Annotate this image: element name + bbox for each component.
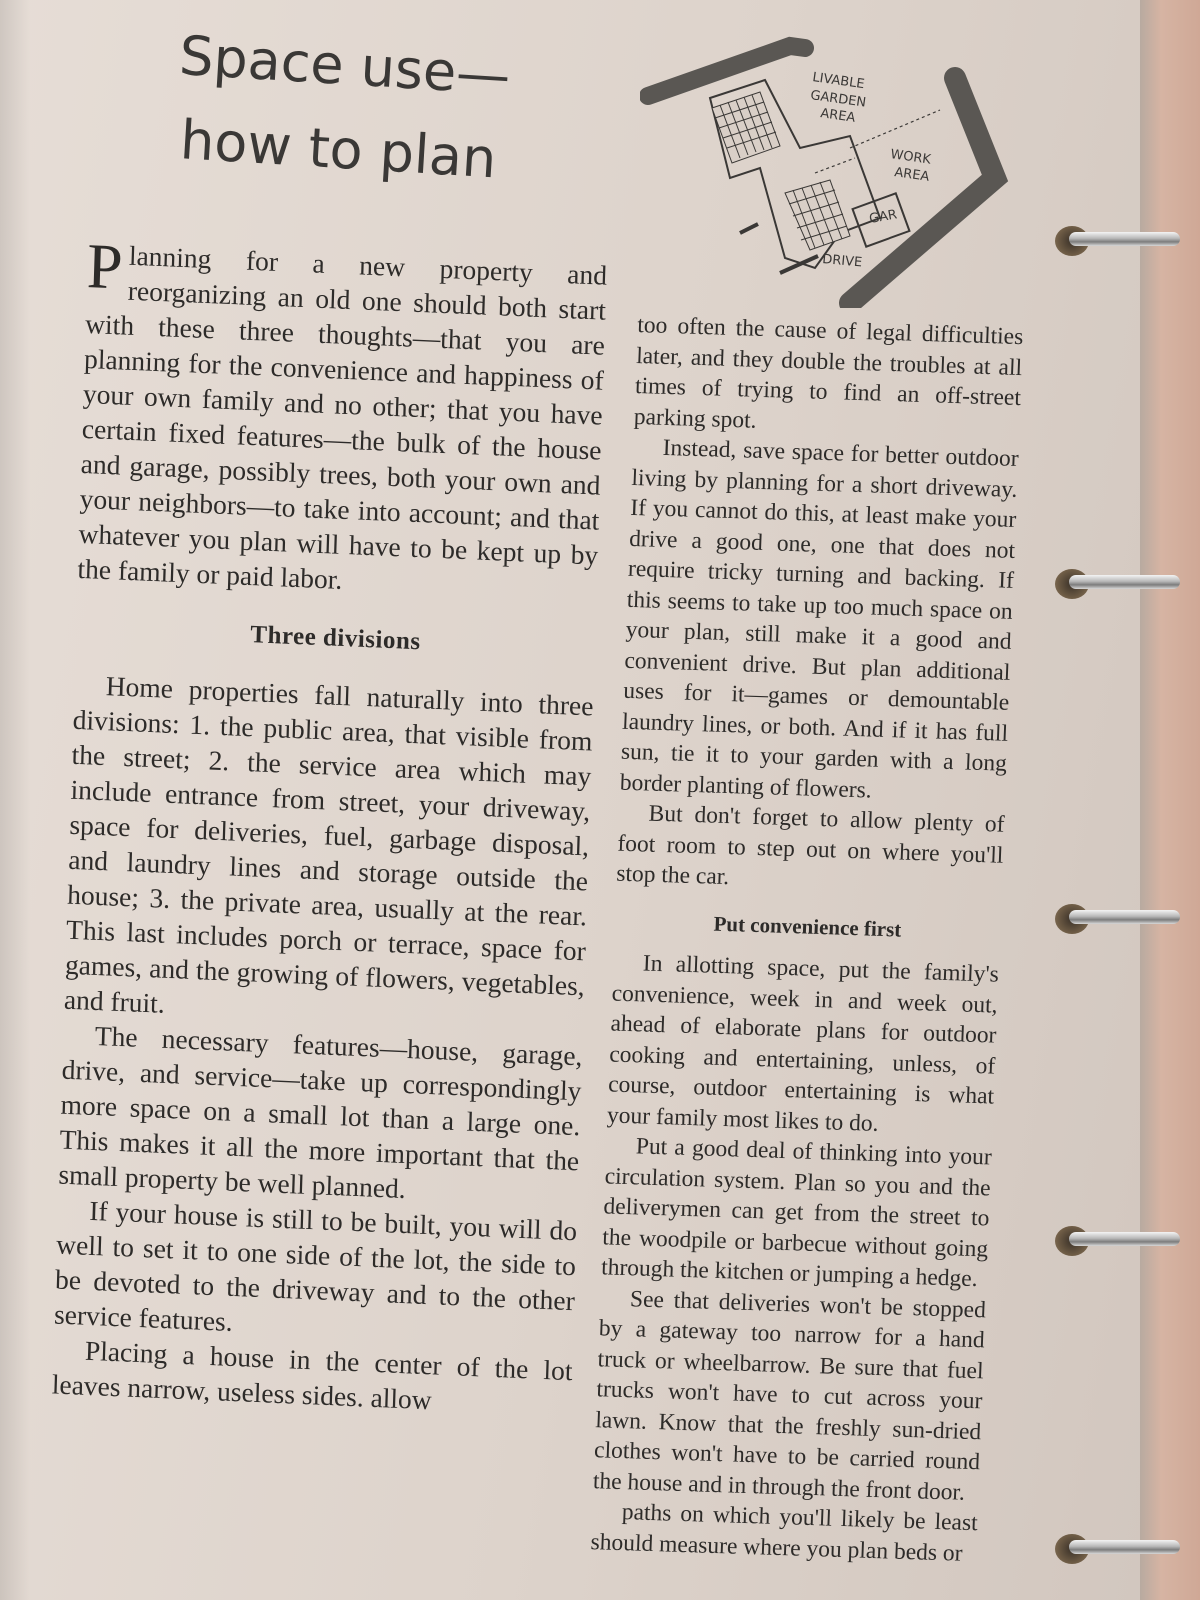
binder-ring <box>1055 222 1180 256</box>
paragraph: Placing a house in the center of the lot leaves narrow, useless sides. allow <box>51 1334 574 1416</box>
heading-three-divisions: Three divisions <box>249 621 421 656</box>
paragraph: Put a good deal of thinking into your circulation system. Plan so you and the deliverymen can get from the street to the woodpile or barbecue without going through the kitchen or jumping a hedge. <box>600 1133 993 1293</box>
paragraph: paths on which you'll likely be least should measure where you plan beds or <box>590 1499 979 1567</box>
lot-boundary <box>648 46 805 96</box>
title-line-2: how to plan <box>178 107 499 191</box>
paragraph: But don't forget to allow plenty of foot room to step out on where you'll stop the car. <box>615 800 1006 891</box>
paragraph: See that deliveries won't be stopped by a gateway too narrow for a hand truck or wheelbarrow. Be sure that fuel trucks won't have to cut across your lawn. Know that the freshly sun-dried clothes won't have to be carried round the house and in through the front door. <box>592 1285 987 1506</box>
label-work-area: AREA <box>893 165 931 185</box>
right-column <box>590 310 1024 1569</box>
property-plan-diagram <box>640 18 1010 308</box>
binder-ring <box>1055 900 1180 934</box>
page-title <box>172 14 513 201</box>
division-line <box>815 158 855 173</box>
division-line <box>850 110 940 148</box>
left-column <box>51 230 608 1423</box>
street-mark <box>740 224 758 233</box>
intro-paragraph <box>77 230 608 608</box>
paragraph: In allotting space, put the family's convenience, week in and week out, ahead of elaborate plans for outdoor cooking and entertaining, unless, of course, outdoor entertaining is what your family most likes to do. <box>606 950 1000 1137</box>
binder-ring <box>1055 1530 1180 1564</box>
binder-ring <box>1055 1222 1180 1256</box>
terrace-hatch <box>712 92 780 163</box>
heading-put-convenience-first: Put convenience first <box>713 911 902 942</box>
paragraph: Instead, save space for better outdoor living by planning for a short driveway. If you cannot do this, at least make your drive a good one, one that does not require tricky turning and backing. If this seems to take up too much space on your plan, still make it a good and convenient drive. But plan additional uses for it—games or demountable laundry lines, or both. And if it has full sun, tie it to your garden with a long border planting of flowers. <box>619 434 1020 804</box>
label-area: AREA <box>819 106 857 126</box>
label-livable: LIVABLE <box>811 70 866 93</box>
drive-hatch <box>785 180 850 250</box>
drop-cap: P <box>85 230 124 303</box>
label-gar: GAR <box>868 207 899 227</box>
label-drive: DRIVE <box>821 252 863 271</box>
paragraph: too often the cause of legal difficulties later, and they double the troubles at all times of trying to find an off-street parking spot. <box>633 311 1024 434</box>
paragraph: The necessary features—house, garage, drive, and service—take up correspondingly more space on a small lot than a large one. This makes it all the more important that the small property be well planned. <box>58 1019 583 1205</box>
intro-text: lanning for a new property and reorganizing an old one should both start with these three thoughts—that you are planning for the convenience and happiness of your own family and no other; that you have certain fixed features—the bulk of the house and garage, possibly trees, both your own and your neighbors—to take into account; and that whatever you plan will have to be kept up by the family or paid labor. <box>77 239 608 595</box>
title-line-1: Space use— <box>177 23 513 108</box>
paragraph: If your house is still to be built, you will do well to set it to one side of the lot, the side to be devoted to the driveway and to the other service features. <box>53 1194 578 1337</box>
lot-boundary-right <box>850 78 995 303</box>
label-work: WORK <box>889 147 932 168</box>
page-shadow <box>0 0 30 1600</box>
label-garden: GARDEN <box>809 88 867 111</box>
binder-ring <box>1055 565 1180 599</box>
paragraph: Home properties fall naturally into three divisions: 1. the public area, that visible from the street; 2. the service area which may include entrance from street, your driveway, space for deliveries, fuel, garbage disposal, and laundry lines and storage outside the house; 3. the private area, usually at the rear. This last includes porch or terrace, space for games, and the growing of flowers, vegetables, and fruit. <box>63 670 594 1019</box>
